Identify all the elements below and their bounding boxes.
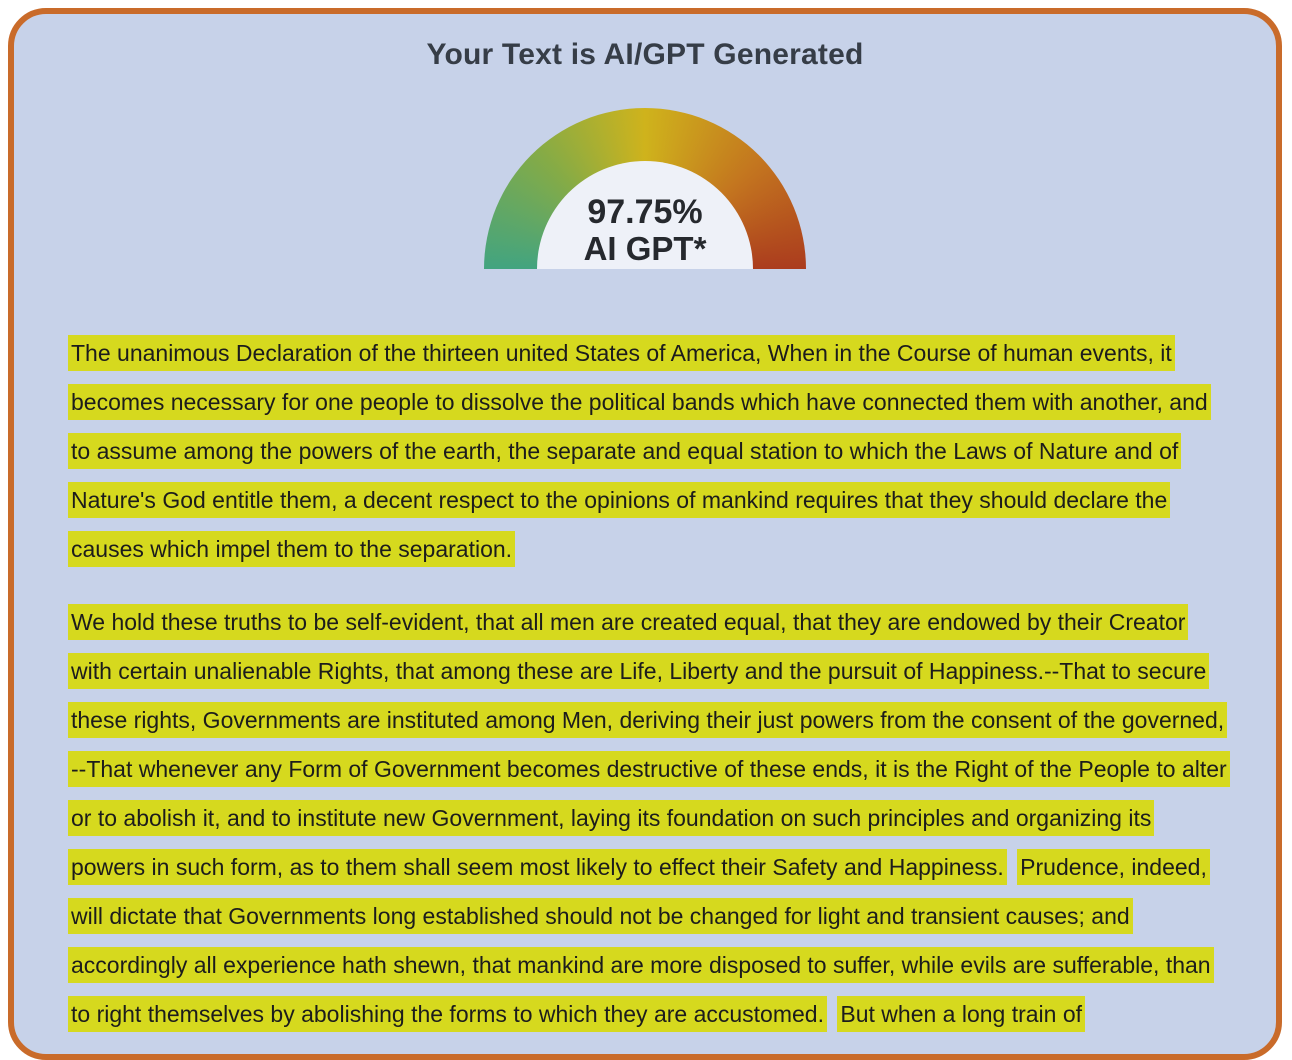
- segment-gap: [827, 1001, 837, 1027]
- segment-gap: [1007, 854, 1017, 880]
- ai-detector-result-card: [8, 8, 1282, 1060]
- highlighted-segment: The unanimous Declaration of the thirteen united States of America, When in the Course of human events, it becomes necessary for one people to dissolve the political bands which have connected them with another, and to assume among the powers of the earth, the separate and equal station to which the Laws of Nature and of Nature's God entitle them, a decent respect to the opinions of mankind requires that they should declare the causes which impel them to the separation.: [68, 335, 1211, 567]
- gauge-caption: AI GPT*: [583, 230, 707, 267]
- paragraph-2: [68, 598, 1228, 1039]
- highlighted-segment: We hold these truths to be self-evident, that all men are created equal, that they are endowed by their Creator with certain unalienable Rights, that among these are Life, Liberty and the pursuit of Happiness.--That to secure these rights, Governments are instituted among Men, deriving their just powers from the consent of the governed, --That whenever any Form of Government becomes destructive of these ends, it is the Right of the People to alter or to abolish it, and to institute new Government, laying its foundation on such principles and organizing its powers in such form, as to them shall seem most likely to effect their Safety and Happiness.: [68, 604, 1230, 885]
- analyzed-text-area: [68, 329, 1228, 1039]
- gauge-percentage-value: 97.75%: [587, 193, 703, 231]
- highlighted-segment: But when a long train of: [837, 996, 1085, 1032]
- result-title: Your Text is AI/GPT Generated: [426, 38, 864, 71]
- ai-score-gauge: [484, 108, 806, 269]
- paragraph-1: [68, 329, 1228, 574]
- highlighted-segment: Prudence, indeed, will dictate that Governments long established should not be changed for light and transient causes; and accordingly all experience hath shewn, that mankind are more disposed to suffer, while evils are sufferable, than to right themselves by abolishing the forms to which they are accustomed.: [68, 849, 1214, 1032]
